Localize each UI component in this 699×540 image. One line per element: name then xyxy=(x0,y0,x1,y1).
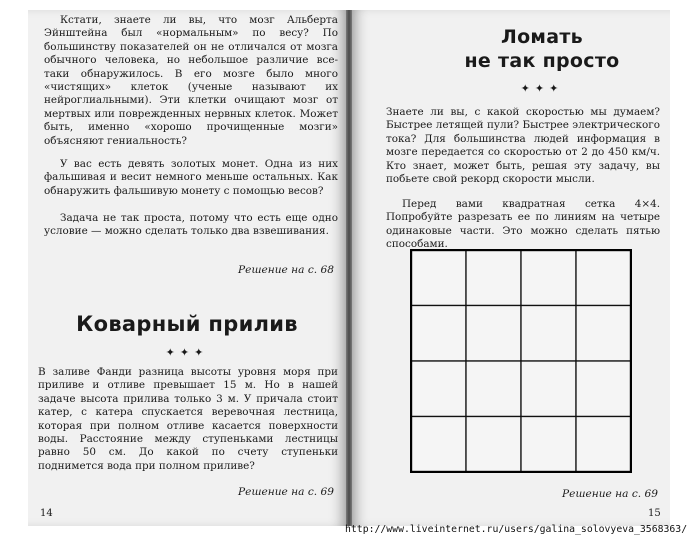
grid-cell xyxy=(576,361,631,417)
section-title-line-1: Ломать xyxy=(500,26,583,48)
stars-ornament: ✦✦✦ xyxy=(520,82,564,95)
grid-cell xyxy=(411,361,466,417)
stars-ornament: ✦✦✦ xyxy=(165,346,209,359)
page-number: 14 xyxy=(40,508,53,519)
grid-cell xyxy=(411,250,466,306)
grid-cell xyxy=(521,361,576,417)
grid-cell xyxy=(411,417,466,473)
grid-cell xyxy=(466,417,521,473)
section-title-line-2: не так просто xyxy=(464,50,620,72)
left-page xyxy=(28,10,346,526)
grid-cell xyxy=(521,306,576,362)
grid-cell xyxy=(576,417,631,473)
thinking-speed-paragraph: Знаете ли вы, с какой скоростью мы думаем? Быстрее летящей пули? Быстрее электрического тока? Для большинства людей информация в мозге передается со скоростью от 2 до 450 км/ч. Кто знает, может быть, решая эту задачу, вы побьете свой рекорд скорости мысли. xyxy=(386,106,660,186)
grid-cell xyxy=(466,250,521,306)
grid-4x4 xyxy=(410,249,632,473)
watermark-url: http://www.liveinternet.ru/users/galina_solovyeva_3568363/ xyxy=(345,524,688,535)
coins-condition-paragraph: Задача не так проста, потому что есть еще одно условие — можно сделать только два взвешивания. xyxy=(44,212,338,238)
grid-task-paragraph: Перед вами квадратная сетка 4×4. Попробуйте разрезать ее по линиям на четыре одинаковые части. Это можно сделать пятью способами. xyxy=(386,198,660,251)
answer-reference: Решение на с. 68 xyxy=(238,264,334,276)
grid-cell xyxy=(521,417,576,473)
grid-cell xyxy=(466,361,521,417)
grid-cell xyxy=(411,306,466,362)
grid-cell xyxy=(576,306,631,362)
grid-cell xyxy=(576,250,631,306)
tide-problem-text: В заливе Фанди разница высоты уровня моря при приливе и отливе превышает 15 м. Но в нашей задаче высота прилива только 3 м. У причала стоит катер, с катера спускается веревочная лестница, которая при полном отливе касается поверхности воды. Расстояние между ступеньками лестницы равно 50 см. До какой по счету ступеньки поднимется вода при полном приливе? xyxy=(38,366,338,472)
coins-paragraph: У вас есть девять золотых монет. Одна из них фальшивая и весит немного меньше остальных. Как обнаружить фальшивую монету с помощью весов? xyxy=(44,158,338,197)
grid-cell xyxy=(466,306,521,362)
answer-reference: Решение на с. 69 xyxy=(562,488,658,500)
page-number: 15 xyxy=(648,508,661,519)
section-title: Коварный прилив xyxy=(76,312,298,336)
einstein-paragraph: Кстати, знаете ли вы, что мозг Альберта Эйнштейна был «нормальным» по весу? По большинству показателей он не отличался от мозга обычного человека, но небольшое различие все-таки обнаружилось. В его мозге было много «чистящих» клеток (ученые называют их нейроглиальными). Эти клетки очищают мозг от мертвых или поврежденных нервных клеток. Может быть, именно «хорошо прочищенные мозги» объясняют гениальность? xyxy=(44,14,338,147)
answer-reference: Решение на с. 69 xyxy=(238,486,334,498)
grid-cell xyxy=(521,250,576,306)
